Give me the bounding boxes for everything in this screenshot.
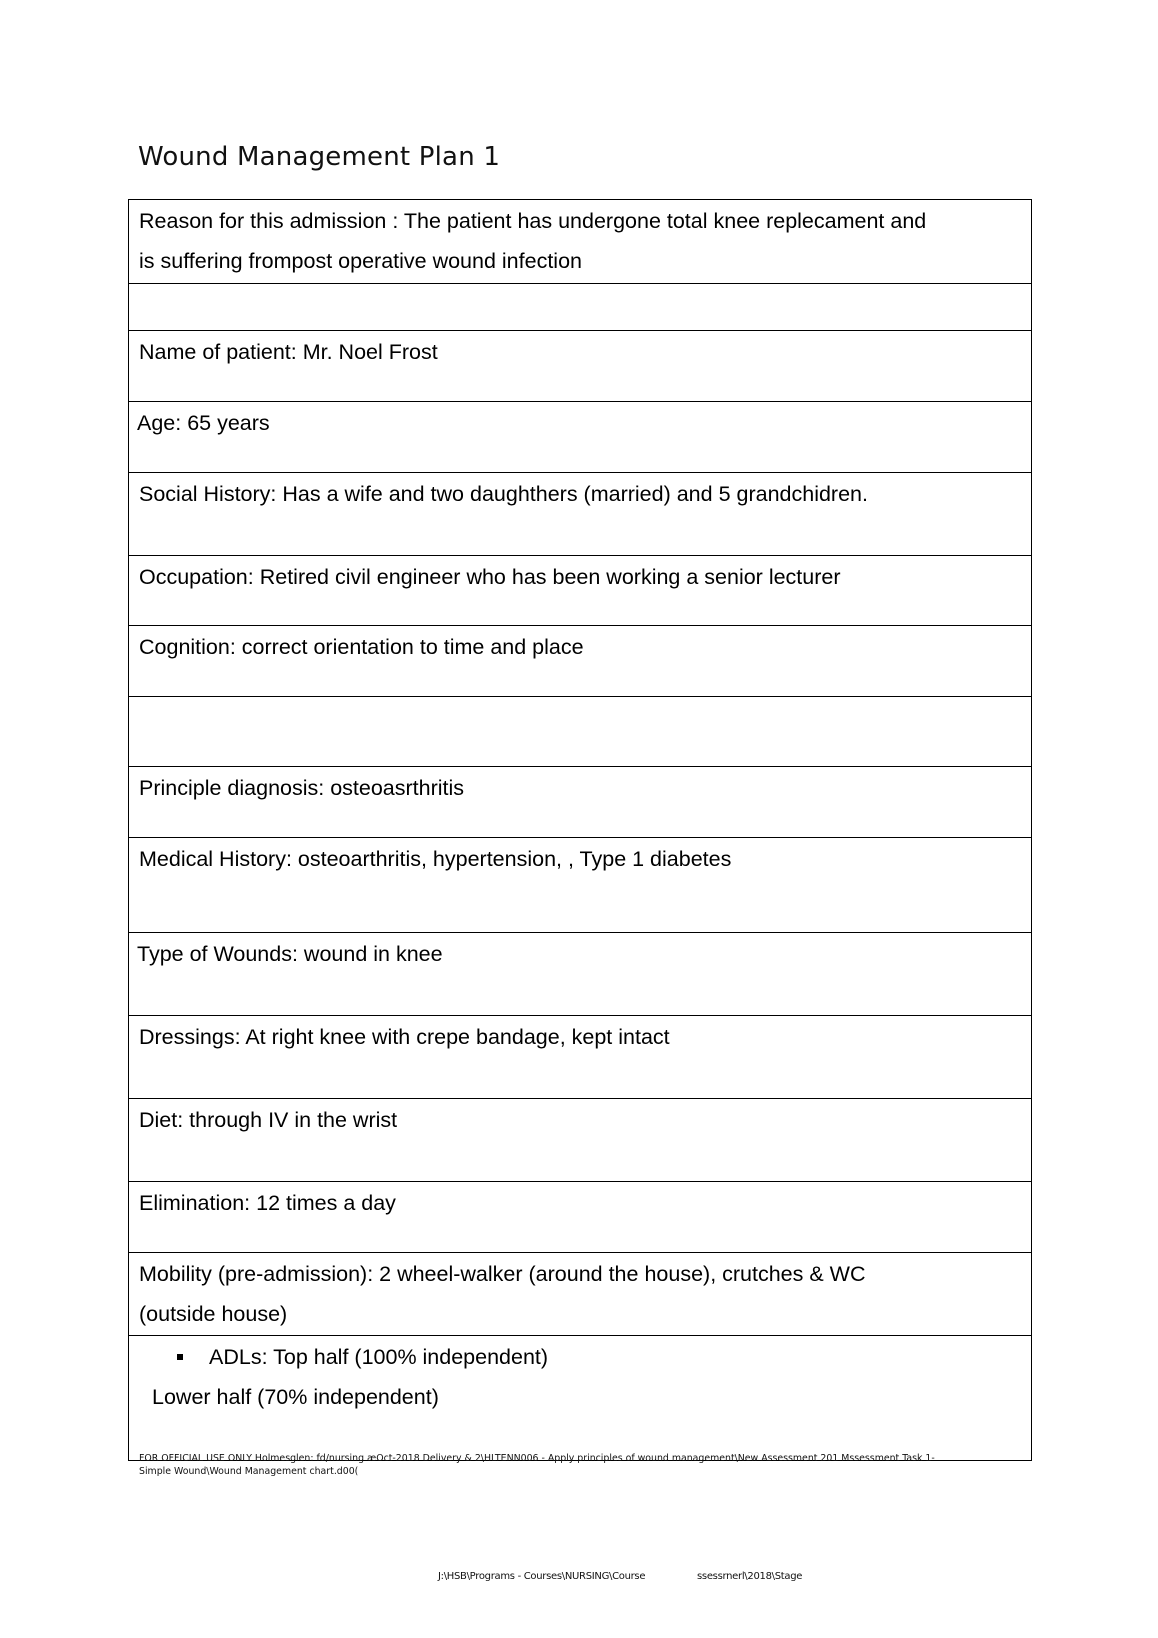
occupation-row (129, 556, 1031, 626)
dressings: Dressings: At right knee with crepe bandage, kept intact (139, 1025, 670, 1049)
principle-diagnosis-row (129, 767, 1031, 838)
medical-history: Medical History: osteoarthritis, hypertension, , Type 1 diabetes (139, 847, 732, 871)
square-bullet-icon (177, 1354, 183, 1360)
file-path-left: J:\HSB\Programs - Courses\NURSING\Course (438, 1571, 646, 1582)
adls-top-item (139, 1337, 1021, 1377)
diet: Diet: through IV in the wrist (139, 1108, 398, 1132)
social-history-row (129, 473, 1031, 556)
diet-row (129, 1099, 1031, 1182)
adls-top-text: ADLs: Top half (100% independent) (209, 1345, 549, 1369)
cognition-row (129, 626, 1031, 697)
mobility-line-1: Mobility (pre-admission): 2 wheel-walker (around the house), crutches & WC (139, 1262, 866, 1286)
file-path-right: ssessrnerl\2018\Stage (697, 1571, 803, 1582)
elimination: Elimination: 12 times a day (139, 1191, 396, 1215)
reason-line-2: is suffering frompost operative wound infection (139, 249, 582, 273)
reason-for-admission-row (129, 200, 1031, 284)
mobility-row (129, 1253, 1031, 1336)
occupation: Occupation: Retired civil engineer who has been working a senior lecturer (139, 565, 841, 589)
adls-lower-text: Lower half (70% independent) (152, 1385, 439, 1409)
footer-note-line-2: Simple Wound\Wound Management chart.d00( (139, 1466, 359, 1477)
empty-row-1 (129, 284, 1031, 331)
type-of-wounds-row (129, 933, 1031, 1016)
empty-row-2 (129, 697, 1031, 767)
medical-history-row (129, 838, 1031, 933)
patient-info-table (128, 199, 1032, 1461)
patient-age: Age: 65 years (137, 411, 270, 435)
reason-line-1: Reason for this admission : The patient has undergone total knee replecament and (139, 209, 927, 233)
footer-note-line-1: FOR OFFICIAL USE ONLY Holmesglen: fd/nursing æOct-2018 Delivery & 2\HLTENN006 - Apply principles of wound management\New Assessment 201 Mssessment Task 1- (139, 1453, 935, 1464)
principle-diagnosis: Principle diagnosis: osteoasrthritis (139, 776, 465, 800)
adls-row (129, 1336, 1031, 1460)
dressings-row (129, 1016, 1031, 1099)
age-row (129, 402, 1031, 473)
cognition: Cognition: correct orientation to time and place (139, 635, 584, 659)
patient-name: Name of patient: Mr. Noel Frost (139, 340, 438, 364)
patient-name-row (129, 331, 1031, 402)
official-use-footer (139, 1452, 999, 1478)
page-title: Wound Management Plan 1 (138, 142, 501, 172)
social-history: Social History: Has a wife and two daughthers (married) and 5 grandchidren. (139, 482, 868, 506)
elimination-row (129, 1182, 1031, 1253)
mobility-line-2: (outside house) (139, 1302, 288, 1326)
type-of-wounds: Type of Wounds: wound in knee (137, 942, 443, 966)
